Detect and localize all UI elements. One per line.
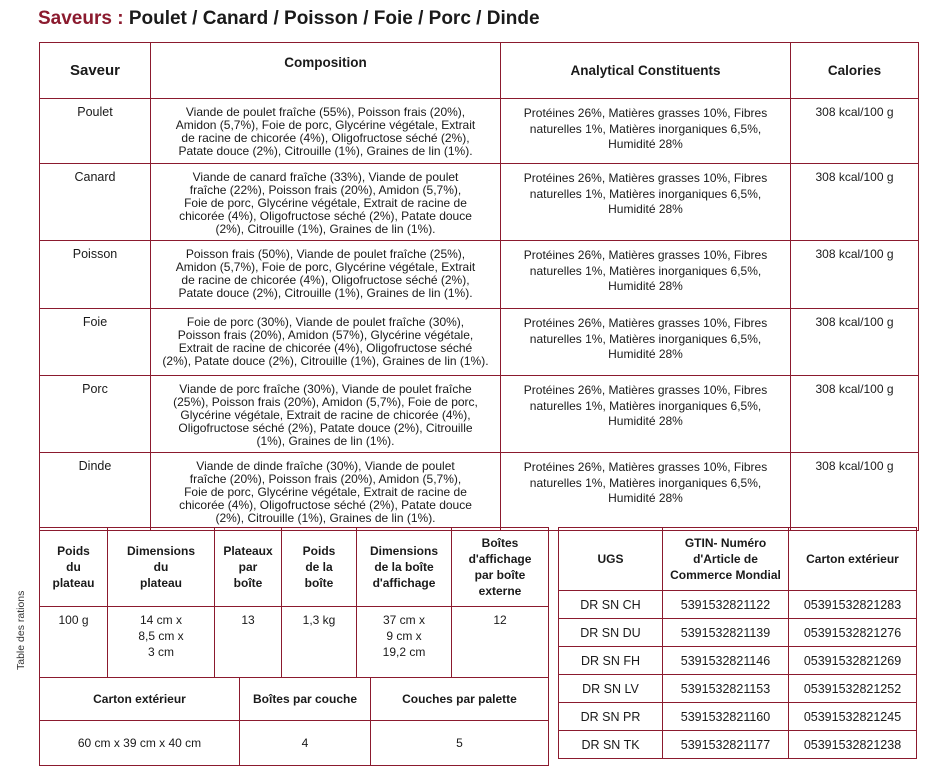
ration-header [357,528,452,607]
text-line: du [66,560,81,574]
header-boites-par-couche: Boîtes par couche [240,678,371,721]
header-couches-par-palette: Couches par palette [371,678,549,721]
flavour-composition [151,241,501,309]
sku-row [559,675,917,703]
gtin-number: 5391532821153 [663,675,789,703]
text-line: UGS [597,552,624,566]
text-line: Foie de porc (30%), Viande de poulet fraîche (30%), [186,315,465,329]
text-line: Boîtes [481,536,519,550]
header-calories: Calories [791,43,919,99]
gtin-number: 5391532821122 [663,591,789,619]
flavour-calories: 308 kcal/100 g [791,309,919,376]
sku-header [663,528,789,591]
text-line: naturelles 1%, Matières inorganiques 6,5%, [529,263,762,278]
text-line: fraîche (22%), Poisson frais (20%), Amidon (5,7%), [189,183,462,197]
text-line: Dimensions [126,544,195,558]
text-line: externe [478,584,522,598]
text-line: du [153,560,169,574]
carton-table [39,677,549,766]
text-line: par [238,560,258,574]
text-line: Viande de porc fraîche (30%), Viande de poulet fraîche [179,382,472,396]
ration-value [357,607,452,678]
carton-gtin: 05391532821252 [789,675,917,703]
carton-gtin: 05391532821269 [789,647,917,675]
text-line: Viande de poulet fraîche (55%), Poisson frais (20%), [185,105,466,119]
header-saveur: Saveur [40,43,151,99]
flavour-table-header [40,43,919,99]
carton-gtin: 05391532821283 [789,591,917,619]
sku-header [789,528,917,591]
text-line: 14 cm x [139,613,182,627]
text-line: Humidité 28% [608,137,683,151]
text-line: Foie de porc, Glycérine végétale, Extrait de racine de [184,196,467,210]
text-line: Humidité 28% [608,202,683,216]
flavour-row [40,99,919,164]
text-line: Foie de porc, Glycérine végétale, Extrait de racine de [184,485,467,499]
flavour-composition [151,164,501,241]
ration-table-side-label: Table des rations [15,590,27,670]
gtin-number: 5391532821139 [663,619,789,647]
text-line: Protéines 26%, Matières grasses 10%, Fibres [523,383,768,397]
flavour-row [40,164,919,241]
text-line: 12 [493,613,507,627]
text-line: naturelles 1%, Matières inorganiques 6,5%, [529,398,762,413]
text-line: Poisson frais (50%), Viande de poulet fraîche (25%), [185,247,466,261]
text-line: Humidité 28% [608,491,683,505]
sku-code: DR SN TK [559,731,663,759]
text-line: Viande de canard fraîche (33%), Viande de poulet [192,170,459,184]
text-line: Patate douce (2%), Citrouille (1%), Graines de lin (1%). [178,144,473,158]
text-line: de racine de chicorée (4%), Oligofructose séché (2%), [181,273,470,287]
text-line: Amidon (5,7%), Foie de porc, Glycérine végétale, Extrait [175,260,476,274]
flavour-calories: 308 kcal/100 g [791,376,919,453]
ration-header [282,528,357,607]
text-line: Commerce Mondial [670,568,781,582]
text-line: 19,2 cm [382,645,426,659]
text-line: chicorée (4%), Oligofructose séché (2%), Patate douce [179,209,472,223]
boites-par-couche-value: 4 [240,721,371,766]
flavour-composition [151,99,501,164]
sku-header [559,528,663,591]
flavour-calories: 308 kcal/100 g [791,241,919,309]
sku-row [559,591,917,619]
flavour-composition [151,376,501,453]
text-line: Amidon (5,7%), Foie de porc, Glycérine végétale, Extrait [175,118,476,132]
ration-value [215,607,282,678]
carton-gtin: 05391532821276 [789,619,917,647]
text-line: de racine de chicorée (4%), Oligofructose séché (2%), [181,131,470,145]
flavour-row [40,309,919,376]
ration-value [282,607,357,678]
text-line: Plateaux [223,544,273,558]
gtin-number: 5391532821177 [663,731,789,759]
text-line: 8,5 cm x [138,629,184,643]
text-line: Humidité 28% [608,414,683,428]
text-line: Protéines 26%, Matières grasses 10%, Fibres [523,106,768,120]
text-line: 13 [241,613,255,627]
flavour-analytical [501,241,791,309]
sku-row [559,703,917,731]
text-line: Poids [57,544,90,558]
page-title [38,8,540,30]
text-line: d'Article de [693,552,758,566]
text-line: Protéines 26%, Matières grasses 10%, Fibres [523,248,768,262]
text-line: Carton extérieur [806,552,899,566]
flavour-name: Foie [40,309,151,376]
flavour-row [40,453,919,531]
flavour-composition [151,453,501,531]
flavour-analytical [501,453,791,531]
flavour-name: Poisson [40,241,151,309]
text-line: Oligofructose séché (2%), Patate douce (2%), Citrouille [178,421,473,435]
text-line: (1%), Graines de lin (1%). [256,434,395,448]
ration-table [39,527,549,678]
carton-table-header [40,678,549,721]
title-label: Saveurs : [38,8,124,29]
flavour-name: Poulet [40,99,151,164]
text-line: Extrait de racine de chicorée (4%), Oligofructose séché [178,341,473,355]
ration-header [108,528,215,607]
ration-header [452,528,549,607]
flavour-row [40,376,919,453]
sku-row [559,619,917,647]
text-line: 3 cm [147,645,174,659]
sku-code: DR SN PR [559,703,663,731]
text-line: Protéines 26%, Matières grasses 10%, Fibres [523,316,768,330]
text-line: boîte [304,576,334,590]
flavour-calories: 308 kcal/100 g [791,453,919,531]
text-line: 100 g [58,613,89,627]
text-line: 9 cm x [386,629,422,643]
text-line: plateau [52,576,95,590]
carton-table-row [40,721,549,766]
ration-table-row [40,607,549,678]
sku-code: DR SN FH [559,647,663,675]
text-line: Patate douce (2%), Citrouille (1%), Graines de lin (1%). [178,286,473,300]
text-line: Poids [302,544,336,558]
gtin-number: 5391532821160 [663,703,789,731]
text-line: Viande de dinde fraîche (30%), Viande de poulet [196,459,455,473]
text-line: Protéines 26%, Matières grasses 10%, Fibres [523,171,768,185]
text-line: naturelles 1%, Matières inorganiques 6,5%, [529,331,762,346]
text-line: boîte [233,576,263,590]
carton-gtin: 05391532821238 [789,731,917,759]
text-line: Glycérine végétale, Extrait de racine de chicorée (4%), [180,408,471,422]
text-line: plateau [139,576,182,590]
text-line: naturelles 1%, Matières inorganiques 6,5%, [529,121,762,136]
couches-par-palette-value: 5 [371,721,549,766]
gtin-number: 5391532821146 [663,647,789,675]
text-line: (2%), Citrouille (1%), Graines de lin (1%). [215,511,436,525]
flavour-analytical [501,309,791,376]
flavour-analytical [501,376,791,453]
sku-code: DR SN LV [559,675,663,703]
text-line: d'affichage [468,552,532,566]
text-line: chicorée (4%), Oligofructose séché (2%), Patate douce [179,498,472,512]
sku-table-header [559,528,917,591]
header-composition: Composition [151,43,501,99]
text-line: (2%), Patate douce (2%), Citrouille (1%), Graines de lin (1%). [162,354,489,368]
ration-value [40,607,108,678]
text-line: fraîche (20%), Poisson frais (20%), Amidon (5,7%), [189,472,462,486]
text-line: d'affichage [372,576,436,590]
flavour-calories: 308 kcal/100 g [791,164,919,241]
text-line: (2%), Citrouille (1%), Graines de lin (1%). [215,222,436,236]
flavour-name: Canard [40,164,151,241]
ration-header [215,528,282,607]
flavour-composition [151,309,501,376]
text-line: (25%), Poisson frais (20%), Amidon (5,7%), Foie de porc, [173,395,478,409]
text-line: de la [305,560,333,574]
flavour-analytical [501,99,791,164]
flavour-analytical [501,164,791,241]
flavour-name: Dinde [40,453,151,531]
text-line: Protéines 26%, Matières grasses 10%, Fibres [523,460,768,474]
flavour-row [40,241,919,309]
carton-dimensions: 60 cm x 39 cm x 40 cm [40,721,240,766]
flavour-name: Porc [40,376,151,453]
text-line: Dimensions [369,544,438,558]
text-line: Humidité 28% [608,279,683,293]
ration-value [108,607,215,678]
ration-value [452,607,549,678]
header-carton-exterieur: Carton extérieur [40,678,240,721]
text-line: 1,3 kg [302,613,336,627]
text-line: Humidité 28% [608,347,683,361]
text-line: 37 cm x [382,613,425,627]
text-line: de la boîte [374,560,434,574]
text-line: naturelles 1%, Matières inorganiques 6,5%, [529,475,762,490]
ration-table-header [40,528,549,607]
sku-row [559,647,917,675]
sku-code: DR SN DU [559,619,663,647]
flavour-table [39,42,919,531]
text-line: Poisson frais (20%), Amidon (57%), Glycérine végétale, [177,328,474,342]
ration-header [40,528,108,607]
header-analytical: Analytical Constituents [501,43,791,99]
text-line: par boîte [474,568,526,582]
text-line: naturelles 1%, Matières inorganiques 6,5%, [529,186,762,201]
flavour-calories: 308 kcal/100 g [791,99,919,164]
sku-table [558,527,917,759]
sku-row [559,731,917,759]
text-line: GTIN- Numéro [684,536,767,550]
sku-code: DR SN CH [559,591,663,619]
title-flavours: Poulet / Canard / Poisson / Foie / Porc / Dinde [128,8,540,29]
carton-gtin: 05391532821245 [789,703,917,731]
